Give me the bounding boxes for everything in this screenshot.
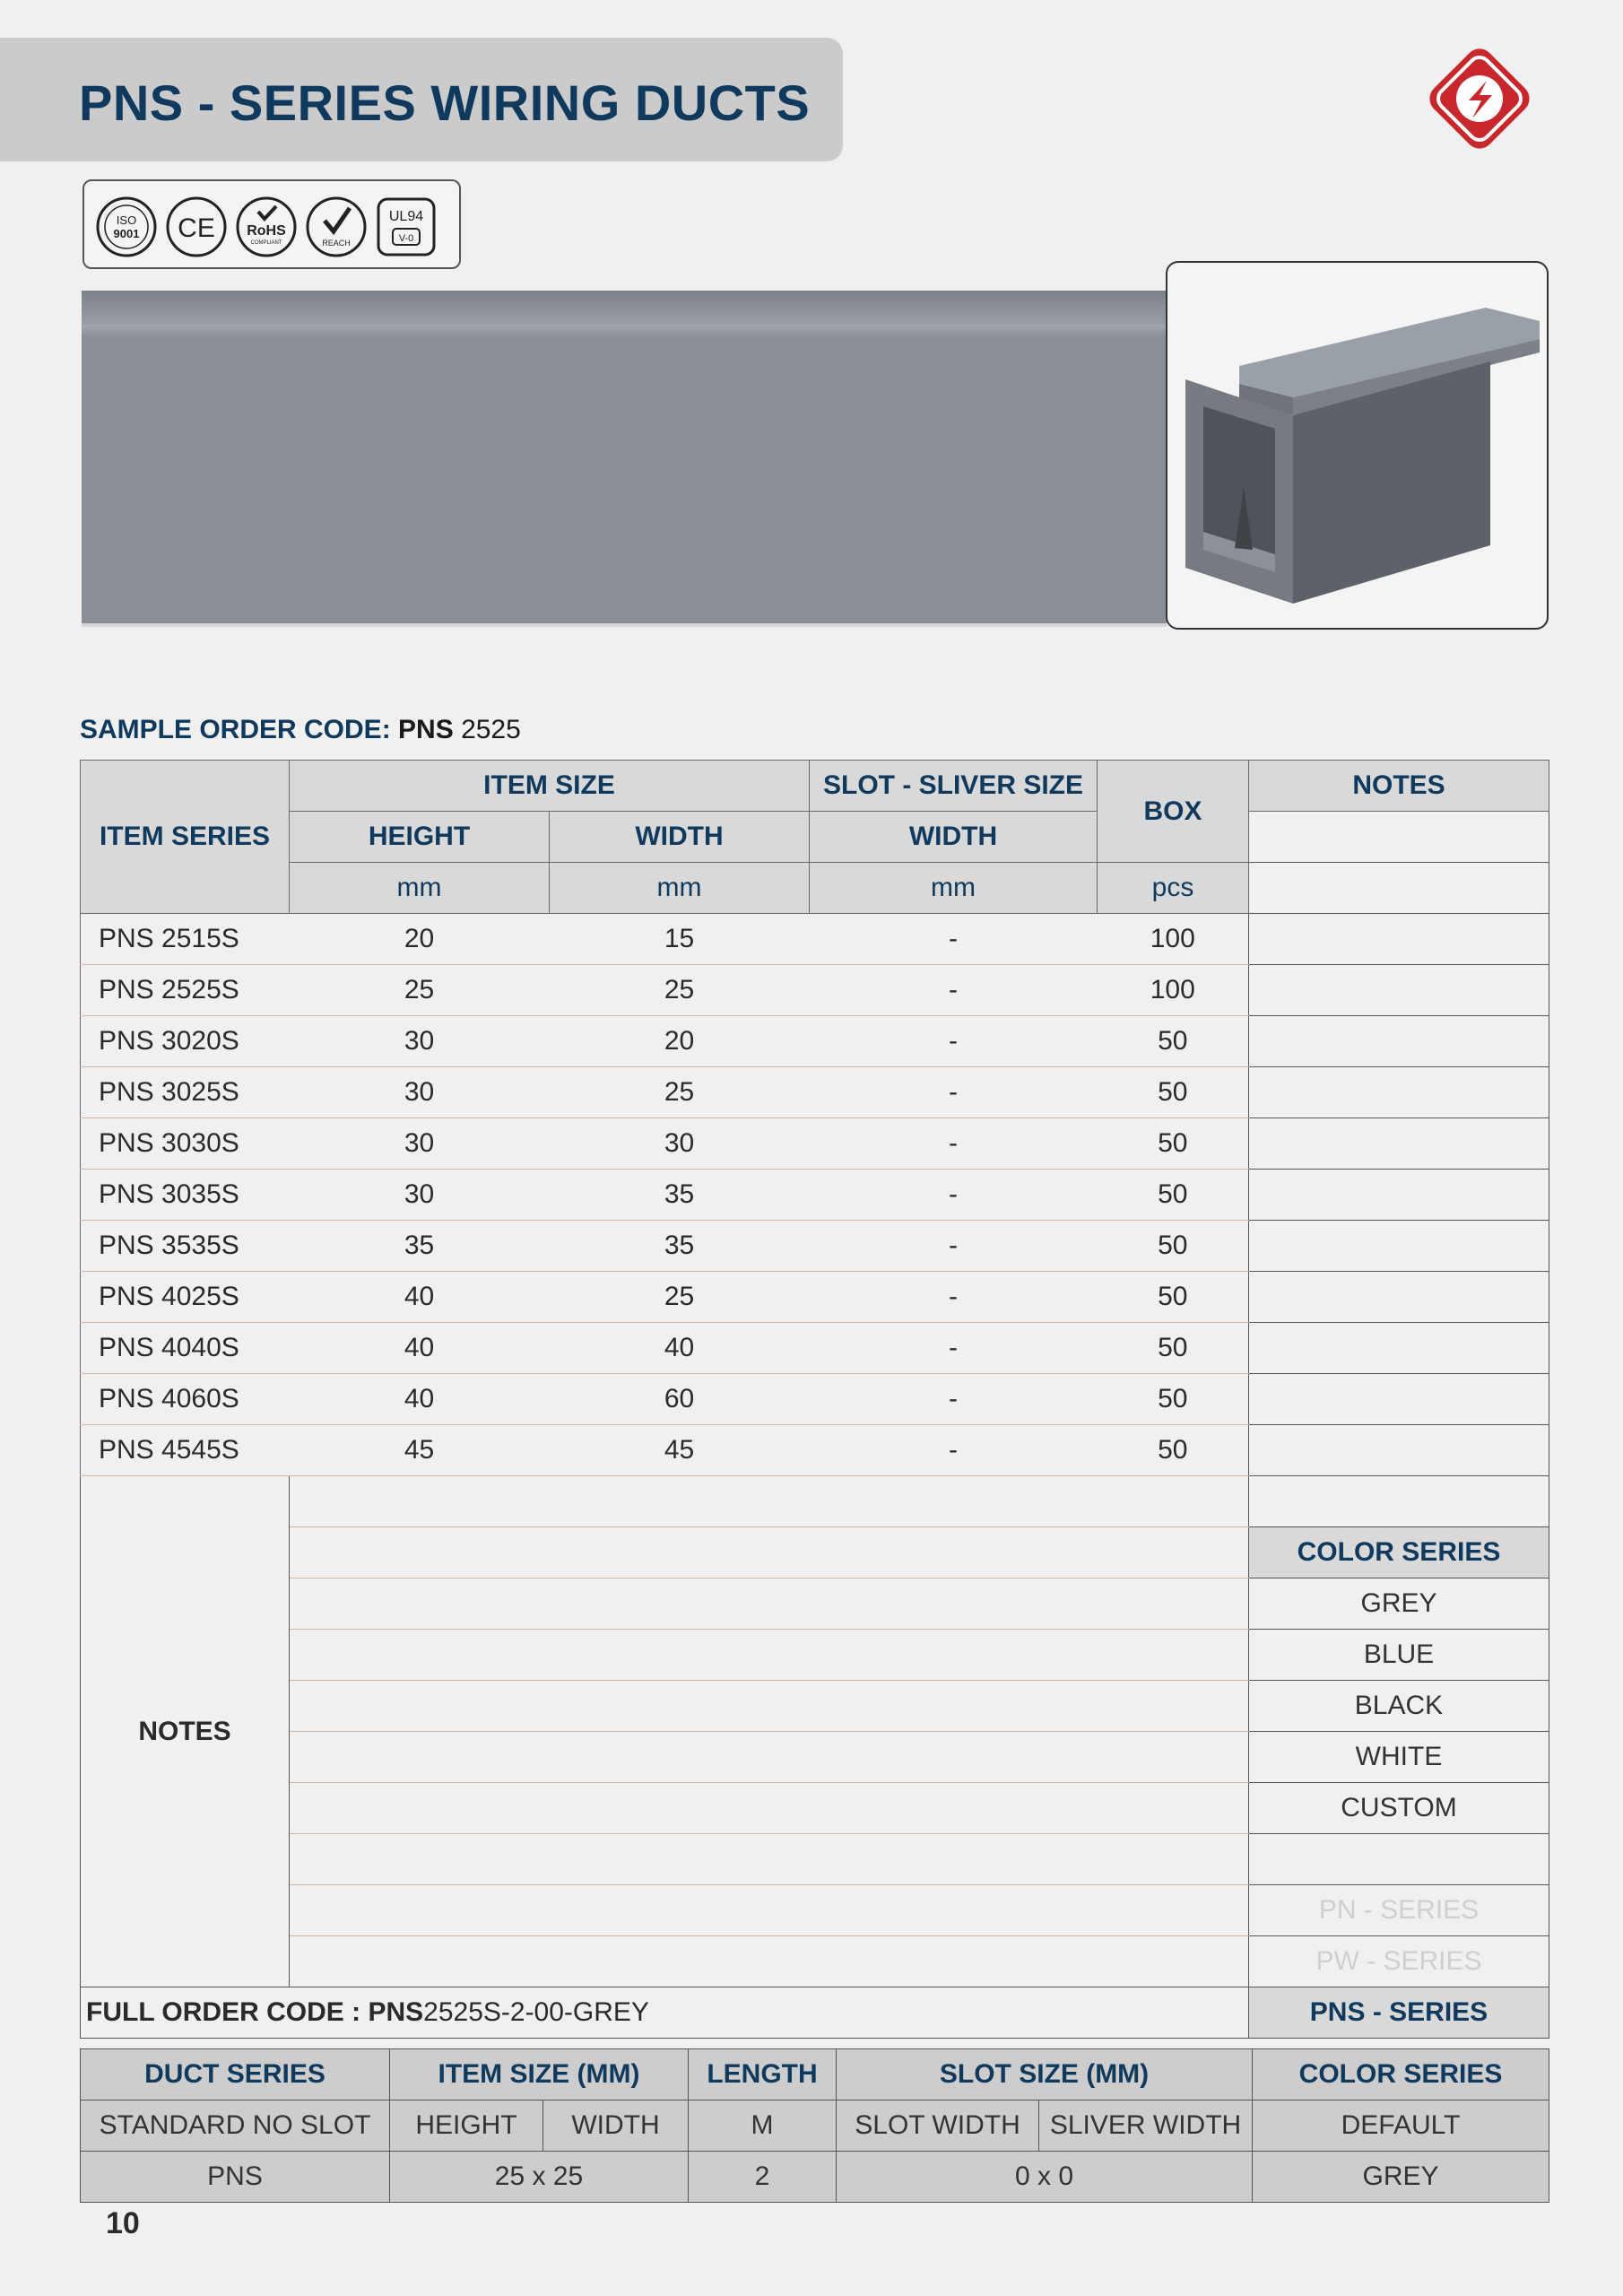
cell-height: 40: [290, 1323, 550, 1374]
col-header-slot-width: WIDTH: [810, 812, 1098, 863]
notes-cell: [1249, 1272, 1549, 1323]
notes-line: [290, 1681, 1249, 1732]
cell-slot: -: [810, 1118, 1098, 1170]
spec-table: [80, 760, 1549, 2039]
brand-logo-icon: [1417, 36, 1542, 161]
cell-slot: -: [810, 1323, 1098, 1374]
sample-order-code: [80, 715, 521, 745]
reach-icon: [305, 196, 368, 258]
notes-cell: [1249, 1170, 1549, 1221]
cell-box: 50: [1098, 1170, 1249, 1221]
cell-box: 50: [1098, 1323, 1249, 1374]
cell-height: 35: [290, 1221, 550, 1272]
svg-text:CE: CE: [178, 213, 215, 243]
page-number: 10: [106, 2206, 140, 2240]
cell-slot: -: [810, 1067, 1098, 1118]
order-header-slot-size: SLOT SIZE (MM): [837, 2049, 1253, 2100]
cell-width: 60: [550, 1374, 810, 1425]
svg-text:UL94: UL94: [388, 209, 424, 224]
notes-cell: [1249, 1221, 1549, 1272]
notes-cell: [1249, 1476, 1549, 1527]
notes-cell: [1249, 812, 1549, 863]
cell-box: 100: [1098, 914, 1249, 965]
svg-text:REACH: REACH: [322, 239, 351, 248]
order-sub-standard: STANDARD NO SLOT: [81, 2100, 390, 2152]
table-row: [81, 1067, 1549, 1118]
notes-line: [290, 1578, 1249, 1630]
cell-box: 50: [1098, 1221, 1249, 1272]
notes-cell: [1249, 863, 1549, 914]
cell-width: 30: [550, 1118, 810, 1170]
cell-width: 45: [550, 1425, 810, 1476]
col-header-slot-sliver-size: SLOT - SLIVER SIZE: [810, 761, 1098, 812]
order-sub-width: WIDTH: [543, 2100, 689, 2152]
cell-height: 30: [290, 1170, 550, 1221]
color-option: BLACK: [1249, 1681, 1549, 1732]
iso-9001-icon: [95, 196, 158, 258]
order-breakdown-table: [80, 2048, 1549, 2203]
cell-width: 40: [550, 1323, 810, 1374]
table-row: [81, 1374, 1549, 1425]
sample-order-key: PNS: [398, 715, 454, 744]
cell-width: 25: [550, 1272, 810, 1323]
unit-height: mm: [290, 863, 550, 914]
duct-3d-icon: [1167, 263, 1549, 630]
svg-text:RoHS: RoHS: [247, 223, 286, 239]
cell-slot: -: [810, 1374, 1098, 1425]
cell-series: PNS 4040S: [81, 1323, 290, 1374]
col-header-box: BOX: [1098, 761, 1249, 863]
cell-box: 50: [1098, 1272, 1249, 1323]
cell-height: 25: [290, 965, 550, 1016]
color-option: CUSTOM: [1249, 1783, 1549, 1834]
order-header-item-size: ITEM SIZE (MM): [390, 2049, 689, 2100]
notes-cell: [1249, 1323, 1549, 1374]
cell-box: 100: [1098, 965, 1249, 1016]
cell-slot: -: [810, 965, 1098, 1016]
order-sub-default: DEFAULT: [1253, 2100, 1549, 2152]
order-value-color: GREY: [1253, 2152, 1549, 2203]
cell-height: 40: [290, 1374, 550, 1425]
notes-cell: [1249, 914, 1549, 965]
color-option: WHITE: [1249, 1732, 1549, 1783]
cell-box: 50: [1098, 1067, 1249, 1118]
table-row: [81, 1272, 1549, 1323]
cell-slot: -: [810, 1221, 1098, 1272]
notes-line: [290, 1936, 1249, 1987]
table-row: [81, 1170, 1549, 1221]
cell-series: PNS 4025S: [81, 1272, 290, 1323]
col-header-height: HEIGHT: [290, 812, 550, 863]
cell-width: 35: [550, 1170, 810, 1221]
cell-height: 40: [290, 1272, 550, 1323]
order-header-duct-series: DUCT SERIES: [81, 2049, 390, 2100]
order-sub-sliver-width: SLIVER WIDTH: [1039, 2100, 1253, 2152]
cell-series: PNS 2525S: [81, 965, 290, 1016]
ul94-v0-icon: [375, 196, 438, 258]
unit-slot-width: mm: [810, 863, 1098, 914]
series-faded: PN - SERIES: [1249, 1885, 1549, 1936]
cell-height: 45: [290, 1425, 550, 1476]
cell-series: PNS 2515S: [81, 914, 290, 965]
full-order-label: FULL ORDER CODE : PNS: [86, 1997, 424, 2027]
duct-product-photo: [1166, 261, 1549, 630]
table-row: [81, 1118, 1549, 1170]
svg-text:ISO: ISO: [116, 213, 137, 227]
unit-width: mm: [550, 863, 810, 914]
cell-box: 50: [1098, 1374, 1249, 1425]
svg-text:COMPLIANT: COMPLIANT: [250, 240, 282, 246]
table-row: [81, 1016, 1549, 1067]
table-row: [81, 914, 1549, 965]
notes-line: [290, 1783, 1249, 1834]
cell-height: 20: [290, 914, 550, 965]
cell-slot: -: [810, 1425, 1098, 1476]
order-sub-height: HEIGHT: [390, 2100, 543, 2152]
cell-box: 50: [1098, 1425, 1249, 1476]
cell-width: 25: [550, 965, 810, 1016]
notes-cell: [1249, 965, 1549, 1016]
certification-badges: [82, 179, 461, 269]
svg-text:V-0: V-0: [398, 233, 414, 244]
col-header-width: WIDTH: [550, 812, 810, 863]
notes-line: [290, 1732, 1249, 1783]
page-title: PNS - SERIES WIRING DUCTS: [79, 74, 811, 131]
notes-line: [290, 1527, 1249, 1578]
unit-box: pcs: [1098, 863, 1249, 914]
sample-order-value: 2525: [461, 715, 521, 744]
col-header-notes: NOTES: [1249, 761, 1549, 812]
cell-box: 50: [1098, 1016, 1249, 1067]
order-value-slot: 0 x 0: [837, 2152, 1253, 2203]
cell-slot: -: [810, 914, 1098, 965]
cell-box: 50: [1098, 1118, 1249, 1170]
col-header-item-size: ITEM SIZE: [290, 761, 810, 812]
cell-series: PNS 4545S: [81, 1425, 290, 1476]
cell-slot: -: [810, 1272, 1098, 1323]
notes-line: [290, 1885, 1249, 1936]
col-header-item-series: ITEM SERIES: [81, 761, 290, 914]
order-sub-length-unit: M: [689, 2100, 837, 2152]
order-header-length: LENGTH: [689, 2049, 837, 2100]
cell-width: 25: [550, 1067, 810, 1118]
cell-height: 30: [290, 1067, 550, 1118]
cell-slot: -: [810, 1170, 1098, 1221]
notes-cell: [1249, 1118, 1549, 1170]
current-series: PNS - SERIES: [1249, 1987, 1549, 2039]
order-value-size: 25 x 25: [390, 2152, 689, 2203]
table-row: [81, 1323, 1549, 1374]
cell-series: PNS 4060S: [81, 1374, 290, 1425]
order-sub-slot-width: SLOT WIDTH: [837, 2100, 1039, 2152]
table-row: [81, 965, 1549, 1016]
notes-line: [290, 1630, 1249, 1681]
cell-series: PNS 3030S: [81, 1118, 290, 1170]
notes-label: NOTES: [81, 1476, 290, 1987]
cell-width: 20: [550, 1016, 810, 1067]
ce-mark-icon: [165, 196, 228, 258]
notes-cell: [1249, 1067, 1549, 1118]
order-header-color-series: COLOR SERIES: [1253, 2049, 1549, 2100]
table-row: [81, 1221, 1549, 1272]
color-empty: [1249, 1834, 1549, 1885]
notes-cell: [1249, 1016, 1549, 1067]
notes-line: [290, 1476, 1249, 1527]
cell-height: 30: [290, 1016, 550, 1067]
notes-cell: [1249, 1425, 1549, 1476]
cell-series: PNS 3035S: [81, 1170, 290, 1221]
rohs-compliant-icon: [235, 196, 298, 258]
color-option: BLUE: [1249, 1630, 1549, 1681]
duct-face-image: [82, 291, 1167, 627]
notes-line: [290, 1834, 1249, 1885]
cell-width: 15: [550, 914, 810, 965]
color-series-heading: COLOR SERIES: [1249, 1527, 1549, 1578]
full-order-code: [81, 1987, 1249, 2039]
sample-order-label: SAMPLE ORDER CODE:: [80, 715, 391, 744]
order-value-length: 2: [689, 2152, 837, 2203]
cell-series: PNS 3535S: [81, 1221, 290, 1272]
series-faded: PW - SERIES: [1249, 1936, 1549, 1987]
cell-slot: -: [810, 1016, 1098, 1067]
cell-height: 30: [290, 1118, 550, 1170]
table-row: [81, 1425, 1549, 1476]
notes-cell: [1249, 1374, 1549, 1425]
cell-series: PNS 3025S: [81, 1067, 290, 1118]
full-order-value: 2525S-2-00-GREY: [423, 1997, 649, 2027]
cell-width: 35: [550, 1221, 810, 1272]
cell-series: PNS 3020S: [81, 1016, 290, 1067]
color-option: GREY: [1249, 1578, 1549, 1630]
svg-text:9001: 9001: [113, 227, 140, 240]
order-value-series: PNS: [81, 2152, 390, 2203]
